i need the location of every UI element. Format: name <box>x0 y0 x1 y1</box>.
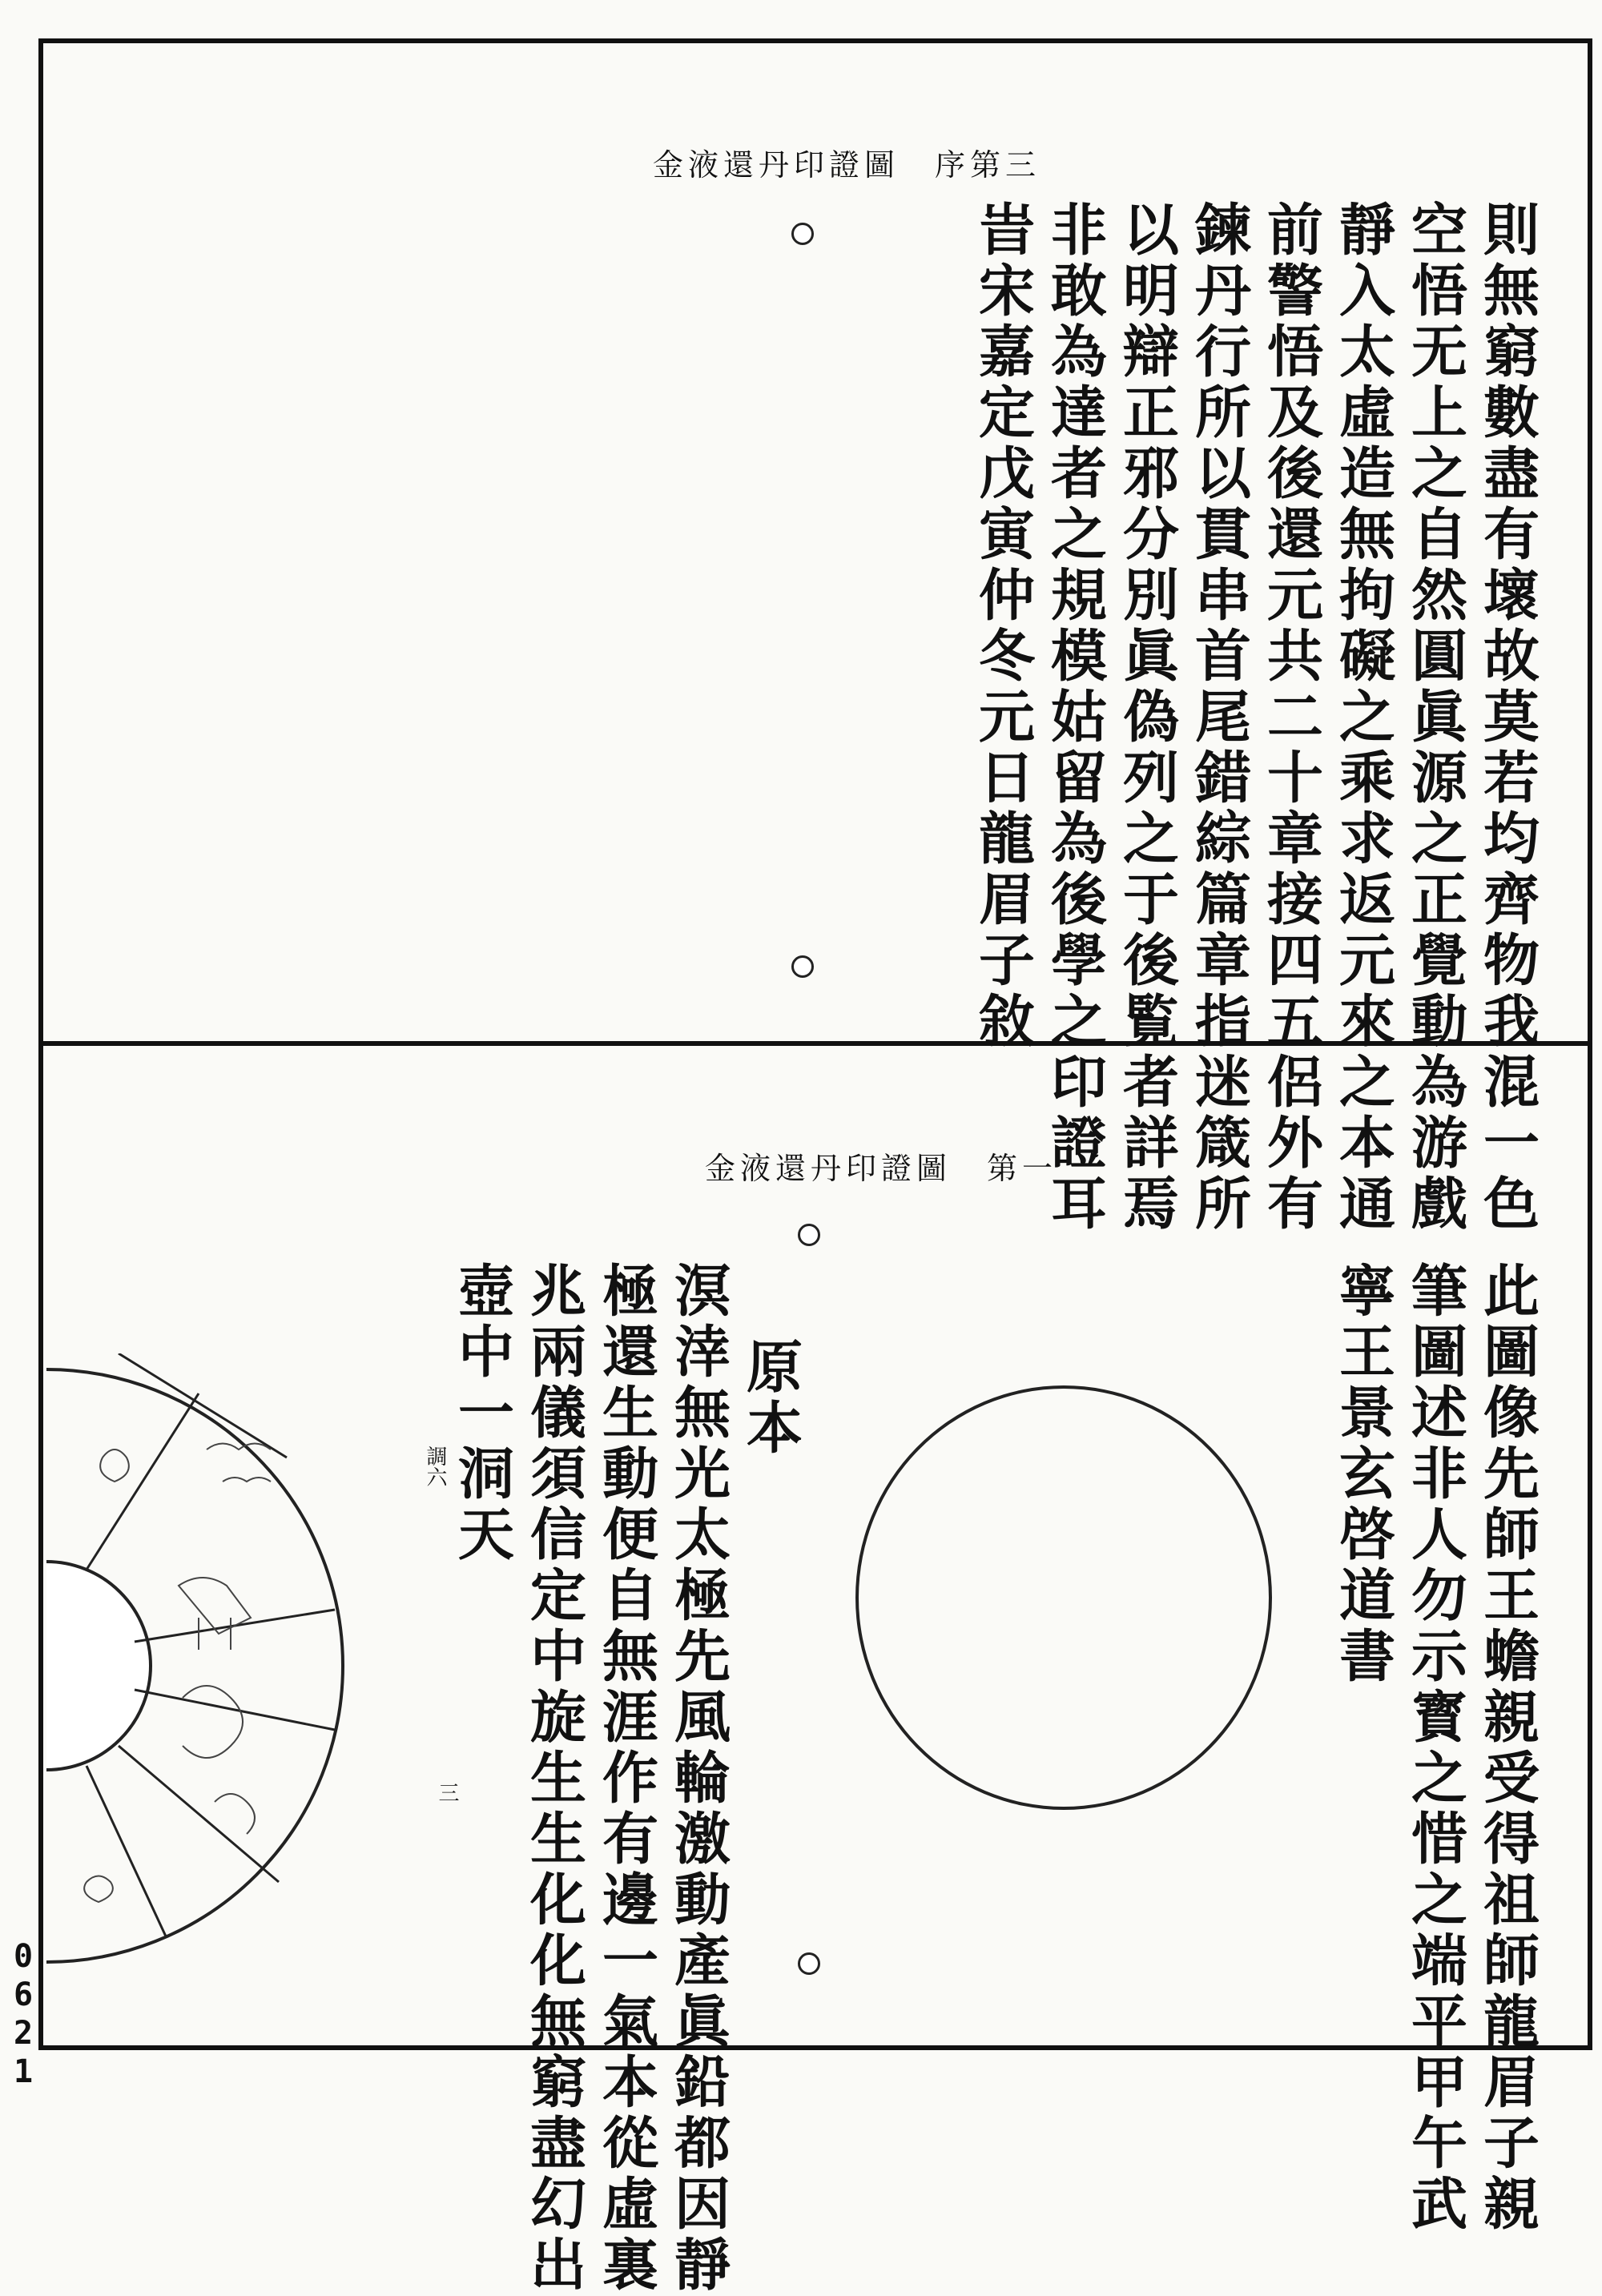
binding-hole <box>798 1952 820 1975</box>
empty-circle-diagram <box>855 1385 1272 1810</box>
top-page-header: 金液還丹印證圖 序第三 <box>653 147 1041 183</box>
caption-column-3: 寧王景玄啓道書 <box>1330 1261 1397 1687</box>
poem-column-4: 壺中一洞天 <box>449 1261 516 1566</box>
bottom-page-header: 金液還丹印證圖 第一 <box>705 1151 1058 1186</box>
original-label: 原本 <box>737 1337 804 1459</box>
top-text-column-4: 前警悟及後還元共二十章接四五侶外有 <box>1258 200 1325 1235</box>
poem-column-2: 極還生動便自無涯作有邊一氣本從虛裏 <box>593 1261 660 2296</box>
caption-column-2: 筆圖述非人勿示寳之惜之端平甲午武 <box>1402 1261 1469 2235</box>
page-number: 0621 <box>5 1938 42 2092</box>
binding-hole <box>791 223 814 245</box>
poem-column-1: 溟涬無光太極先風輪激動產眞鉛都因靜 <box>665 1261 732 2296</box>
poem-column-3: 兆兩儀須信定中旋生生化化無窮盡幻出 <box>521 1261 588 2296</box>
top-text-column-3: 靜入太虛造無拘礙之乘求返元來之本通 <box>1330 200 1397 1235</box>
top-text-column-8: 旹宋嘉定戊寅仲冬元日龍眉子敘 <box>969 200 1036 1052</box>
top-text-column-6: 以明辯正邪分別眞偽列之于後覧者詳焉 <box>1113 200 1181 1235</box>
top-text-column-2: 空悟无上之自然圓眞源之正覺動為游戲 <box>1402 200 1469 1235</box>
top-text-column-5: 鍊丹行所以貫串首尾錯綜篇章指迷箴所 <box>1185 200 1253 1235</box>
wheel-illustration <box>38 1353 359 1978</box>
binding-hole <box>791 955 814 978</box>
top-text-column-1: 則無窮數盡有壞故莫若均齊物我混一色 <box>1474 200 1541 1235</box>
tune-note: 調六 <box>423 1446 447 1487</box>
binding-hole <box>798 1224 820 1246</box>
page-mark: 三 <box>435 1782 459 1803</box>
caption-column-1: 此圖像先師王蟾親受得祖師龍眉子親 <box>1474 1261 1541 2235</box>
top-text-column-7: 非敢為達者之規模姑留為後學之印證耳 <box>1041 200 1109 1235</box>
